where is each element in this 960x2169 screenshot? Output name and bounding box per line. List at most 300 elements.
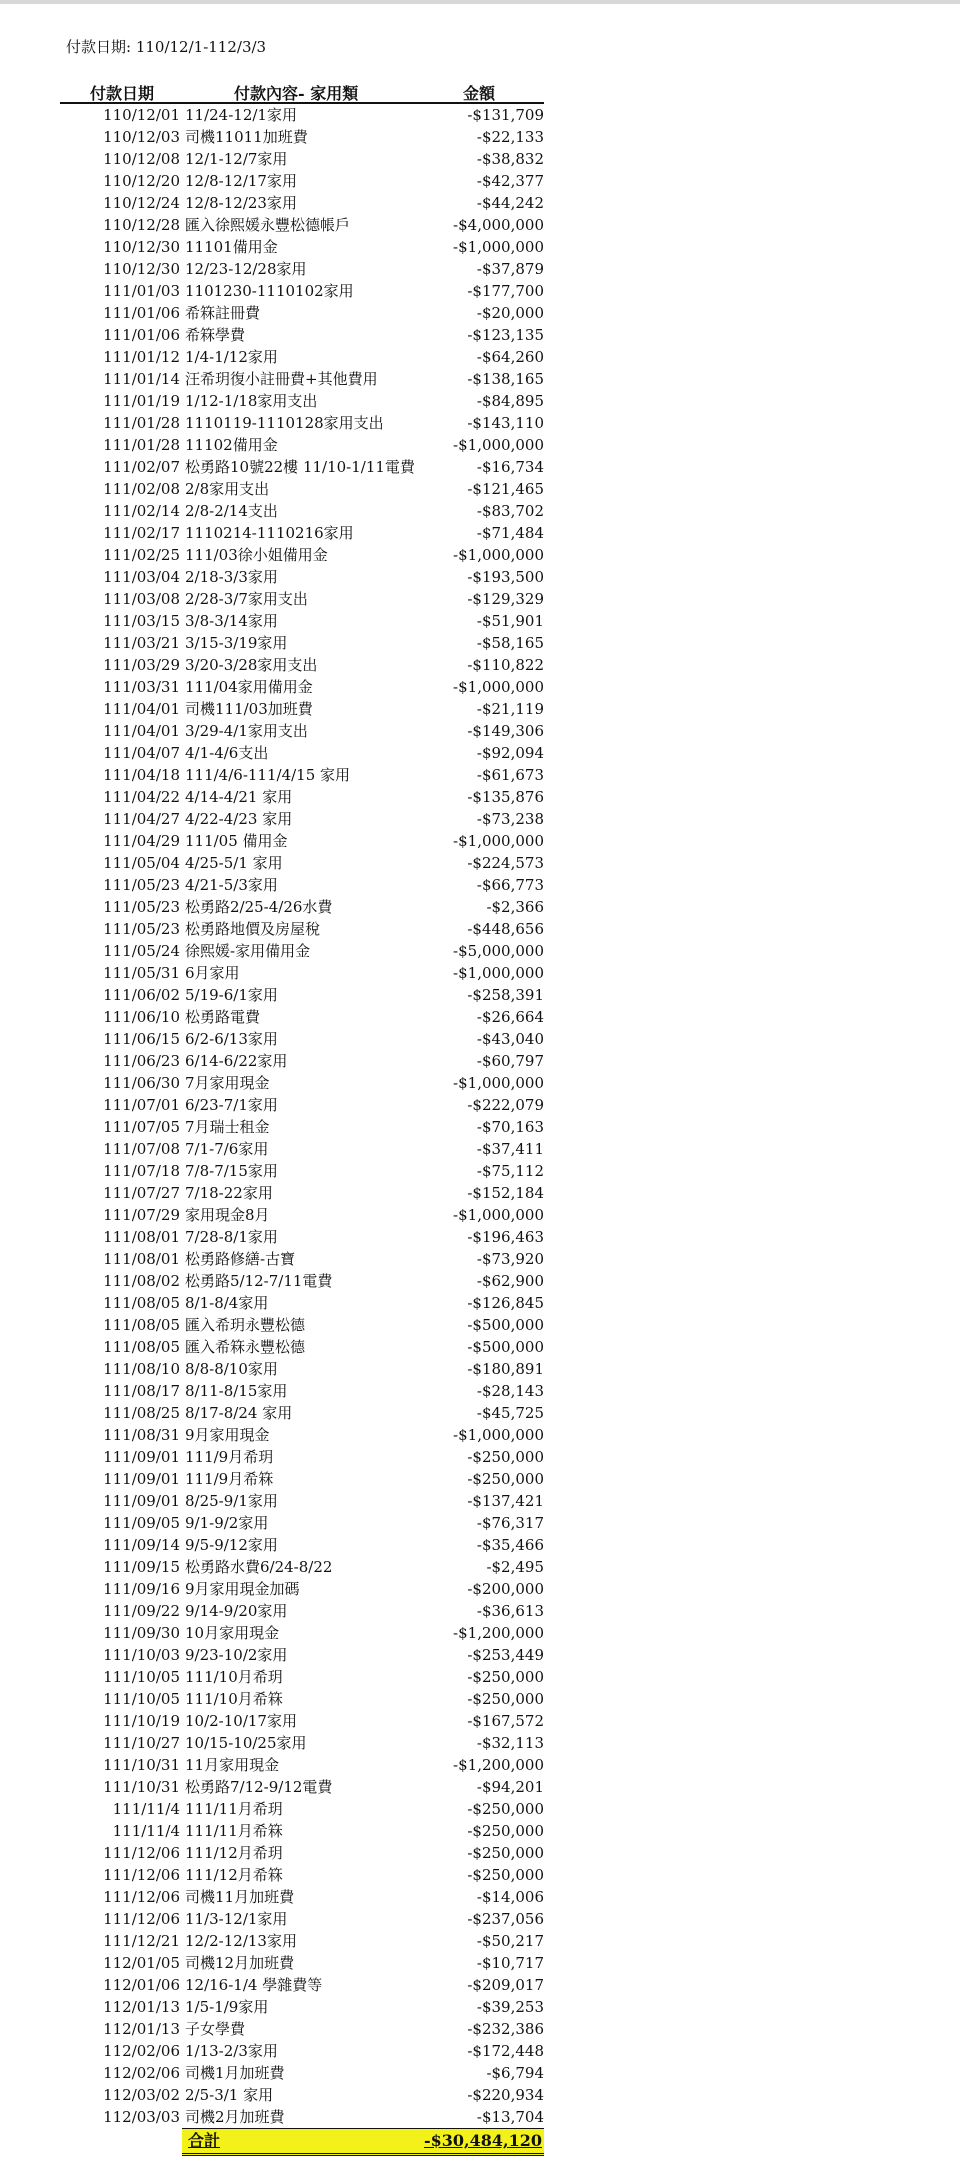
table-row bbox=[60, 1138, 544, 1160]
row-description: 3/29-4/1家用支出 bbox=[185, 722, 308, 740]
table-row bbox=[60, 1776, 544, 1798]
table-row bbox=[60, 962, 544, 984]
row-date: 110/12/01 bbox=[103, 106, 180, 124]
row-date: 111/07/29 bbox=[103, 1206, 180, 1224]
top-edge-bar bbox=[0, 0, 960, 4]
row-date: 111/08/17 bbox=[103, 1382, 180, 1400]
row-description: 3/15-3/19家用 bbox=[185, 634, 288, 652]
row-amount: -$126,845 bbox=[467, 1294, 544, 1312]
row-date: 111/01/19 bbox=[103, 392, 180, 410]
row-date: 111/02/25 bbox=[103, 546, 180, 564]
row-amount: -$500,000 bbox=[467, 1338, 544, 1356]
row-amount: -$1,200,000 bbox=[453, 1756, 544, 1774]
row-amount: -$1,000,000 bbox=[453, 436, 544, 454]
row-date: 111/10/27 bbox=[103, 1734, 180, 1752]
row-amount: -$143,110 bbox=[467, 414, 544, 432]
row-description: 6/14-6/22家用 bbox=[185, 1052, 288, 1070]
row-date: 111/01/06 bbox=[103, 326, 180, 344]
row-amount: -$62,900 bbox=[476, 1272, 544, 1290]
row-date: 111/01/14 bbox=[103, 370, 180, 388]
row-description: 11102備用金 bbox=[185, 436, 278, 454]
row-description: 司機2月加班費 bbox=[185, 2108, 285, 2126]
row-date: 111/03/29 bbox=[103, 656, 180, 674]
table-row bbox=[60, 324, 544, 346]
row-date: 111/08/05 bbox=[103, 1316, 180, 1334]
row-date: 111/09/14 bbox=[103, 1536, 180, 1554]
row-date: 112/03/02 bbox=[103, 2086, 180, 2104]
row-date: 111/05/23 bbox=[103, 898, 180, 916]
row-amount: -$167,572 bbox=[467, 1712, 544, 1730]
row-date: 111/04/01 bbox=[103, 700, 180, 718]
row-date: 111/02/08 bbox=[103, 480, 180, 498]
row-description: 8/17-8/24 家用 bbox=[185, 1404, 293, 1422]
row-date: 111/12/06 bbox=[103, 1888, 180, 1906]
row-description: 111/4/6-111/4/15 家用 bbox=[185, 766, 351, 784]
row-date: 111/02/07 bbox=[103, 458, 180, 476]
row-description: 9/23-10/2家用 bbox=[185, 1646, 288, 1664]
row-amount: -$196,463 bbox=[467, 1228, 544, 1246]
row-description: 7/18-22家用 bbox=[185, 1184, 273, 1202]
row-description: 子女學費 bbox=[185, 2020, 246, 2038]
row-date: 110/12/20 bbox=[103, 172, 180, 190]
total-label: 合計 bbox=[188, 2131, 221, 2150]
row-date: 111/06/10 bbox=[103, 1008, 180, 1026]
row-description: 4/21-5/3家用 bbox=[185, 876, 278, 894]
row-description: 1101230-1110102家用 bbox=[185, 282, 354, 300]
row-date: 111/06/30 bbox=[103, 1074, 180, 1092]
row-date: 111/09/30 bbox=[103, 1624, 180, 1642]
row-description: 10/15-10/25家用 bbox=[185, 1734, 307, 1752]
row-date: 112/02/06 bbox=[103, 2064, 180, 2082]
table-row bbox=[60, 214, 544, 236]
row-amount: -$76,317 bbox=[476, 1514, 544, 1532]
table-row bbox=[60, 1886, 544, 1908]
row-date: 111/08/10 bbox=[103, 1360, 180, 1378]
row-amount: -$1,000,000 bbox=[453, 1074, 544, 1092]
table-row bbox=[60, 588, 544, 610]
row-description: 7/8-7/15家用 bbox=[185, 1162, 278, 1180]
table-row bbox=[60, 984, 544, 1006]
row-description: 希箖學費 bbox=[185, 326, 246, 344]
row-amount: -$135,876 bbox=[467, 788, 544, 806]
row-amount: -$1,000,000 bbox=[453, 1206, 544, 1224]
row-description: 7月瑞士租金 bbox=[185, 1118, 270, 1136]
table-row bbox=[60, 1754, 544, 1776]
row-amount: -$64,260 bbox=[476, 348, 544, 366]
row-description: 2/5-3/1 家用 bbox=[185, 2086, 274, 2104]
row-amount: -$6,794 bbox=[486, 2064, 544, 2082]
row-amount: -$45,725 bbox=[476, 1404, 544, 1422]
row-amount: -$177,700 bbox=[467, 282, 544, 300]
row-amount: -$39,253 bbox=[476, 1998, 544, 2016]
table-row bbox=[60, 720, 544, 742]
table-row bbox=[60, 1578, 544, 1600]
row-date: 111/09/05 bbox=[103, 1514, 180, 1532]
row-description: 家用現金8月 bbox=[185, 1206, 270, 1224]
row-amount: -$1,000,000 bbox=[453, 964, 544, 982]
table-row bbox=[60, 1864, 544, 1886]
row-amount: -$73,238 bbox=[476, 810, 544, 828]
row-date: 110/12/30 bbox=[103, 260, 180, 278]
row-date: 111/10/19 bbox=[103, 1712, 180, 1730]
row-description: 111/10月希玥 bbox=[185, 1668, 283, 1686]
row-date: 111/01/12 bbox=[103, 348, 180, 366]
row-description: 12/23-12/28家用 bbox=[185, 260, 307, 278]
table-row bbox=[60, 786, 544, 808]
row-amount: -$237,056 bbox=[467, 1910, 544, 1928]
row-date: 111/03/15 bbox=[103, 612, 180, 630]
expense-table bbox=[60, 80, 544, 2156]
table-row bbox=[60, 2018, 544, 2040]
table-row bbox=[60, 632, 544, 654]
table-row bbox=[60, 544, 544, 566]
row-date: 111/10/05 bbox=[103, 1668, 180, 1686]
header-payment-date: 付款日期 bbox=[90, 84, 155, 103]
table-row bbox=[60, 456, 544, 478]
row-amount: -$61,673 bbox=[476, 766, 544, 784]
row-description: 12/16-1/4 學雜費等 bbox=[185, 1976, 323, 1994]
row-date: 111/02/14 bbox=[103, 502, 180, 520]
table-row bbox=[60, 1094, 544, 1116]
table-row bbox=[60, 2084, 544, 2106]
row-amount: -$250,000 bbox=[467, 1822, 544, 1840]
table-row bbox=[60, 698, 544, 720]
table-row bbox=[60, 1050, 544, 1072]
row-amount: -$38,832 bbox=[476, 150, 544, 168]
row-date: 111/07/27 bbox=[103, 1184, 180, 1202]
row-date: 111/05/24 bbox=[103, 942, 180, 960]
row-date: 111/08/01 bbox=[103, 1228, 180, 1246]
row-date: 111/08/05 bbox=[103, 1294, 180, 1312]
row-description: 6/23-7/1家用 bbox=[185, 1096, 278, 1114]
row-amount: -$149,306 bbox=[467, 722, 544, 740]
row-date: 111/05/31 bbox=[103, 964, 180, 982]
row-amount: -$22,133 bbox=[476, 128, 544, 146]
row-description: 1/5-1/9家用 bbox=[185, 1998, 269, 2016]
row-date: 111/07/05 bbox=[103, 1118, 180, 1136]
row-amount: -$14,006 bbox=[476, 1888, 544, 1906]
table-row bbox=[60, 1160, 544, 1182]
row-date: 111/02/17 bbox=[103, 524, 180, 542]
row-amount: -$83,702 bbox=[476, 502, 544, 520]
table-row bbox=[60, 1314, 544, 1336]
table-row bbox=[60, 522, 544, 544]
row-amount: -$222,079 bbox=[467, 1096, 544, 1114]
row-date: 110/12/08 bbox=[103, 150, 180, 168]
row-description: 4/1-4/6支出 bbox=[185, 744, 269, 762]
row-amount: -$123,135 bbox=[467, 326, 544, 344]
row-description: 111/9月希箖 bbox=[185, 1470, 274, 1488]
row-amount: -$138,165 bbox=[467, 370, 544, 388]
row-amount: -$152,184 bbox=[467, 1184, 544, 1202]
table-row bbox=[60, 302, 544, 324]
table-row bbox=[60, 500, 544, 522]
row-description: 4/14-4/21 家用 bbox=[185, 788, 293, 806]
row-amount: -$60,797 bbox=[476, 1052, 544, 1070]
row-description: 11/24-12/1家用 bbox=[185, 106, 297, 124]
row-description: 松勇路水費6/24-8/22 bbox=[185, 1558, 333, 1576]
row-date: 111/05/04 bbox=[103, 854, 180, 872]
row-amount: -$10,717 bbox=[476, 1954, 544, 1972]
row-date: 110/12/28 bbox=[103, 216, 180, 234]
header-payment-description: 付款內容- 家用類 bbox=[234, 84, 359, 103]
row-date: 111/06/23 bbox=[103, 1052, 180, 1070]
table-row bbox=[60, 478, 544, 500]
row-date: 111/05/23 bbox=[103, 920, 180, 938]
row-amount: -$66,773 bbox=[476, 876, 544, 894]
row-description: 9/14-9/20家用 bbox=[185, 1602, 288, 1620]
table-row bbox=[60, 346, 544, 368]
row-amount: -$73,920 bbox=[476, 1250, 544, 1268]
table-row bbox=[60, 1468, 544, 1490]
row-amount: -$250,000 bbox=[467, 1470, 544, 1488]
row-date: 111/03/31 bbox=[103, 678, 180, 696]
table-row bbox=[60, 1798, 544, 1820]
row-amount: -$94,201 bbox=[476, 1778, 544, 1796]
table-row bbox=[60, 1732, 544, 1754]
table-row bbox=[60, 918, 544, 940]
header-amount: 金額 bbox=[463, 84, 496, 103]
row-amount: -$70,163 bbox=[476, 1118, 544, 1136]
table-row bbox=[60, 1952, 544, 1974]
row-date: 111/03/08 bbox=[103, 590, 180, 608]
row-amount: -$253,449 bbox=[467, 1646, 544, 1664]
row-description: 7/1-7/6家用 bbox=[185, 1140, 269, 1158]
row-date: 111/03/04 bbox=[103, 568, 180, 586]
row-amount: -$1,000,000 bbox=[453, 1426, 544, 1444]
row-date: 111/04/22 bbox=[103, 788, 180, 806]
table-row bbox=[60, 1622, 544, 1644]
table-row bbox=[60, 412, 544, 434]
row-description: 1/12-1/18家用支出 bbox=[185, 392, 318, 410]
row-amount: -$4,000,000 bbox=[453, 216, 544, 234]
row-date: 111/04/01 bbox=[103, 722, 180, 740]
table-row bbox=[60, 126, 544, 148]
row-date: 111/09/01 bbox=[103, 1448, 180, 1466]
row-date: 111/11/4 bbox=[112, 1800, 180, 1818]
row-description: 2/8家用支出 bbox=[185, 480, 270, 498]
row-description: 9/5-9/12家用 bbox=[185, 1536, 278, 1554]
row-amount: -$250,000 bbox=[467, 1690, 544, 1708]
table-row bbox=[60, 1908, 544, 1930]
table-row bbox=[60, 1006, 544, 1028]
row-amount: -$37,879 bbox=[476, 260, 544, 278]
row-description: 4/25-5/1 家用 bbox=[185, 854, 283, 872]
payment-date-range: 付款日期: 110/12/1-112/3/3 bbox=[66, 38, 267, 56]
row-date: 111/01/06 bbox=[103, 304, 180, 322]
row-amount: -$250,000 bbox=[467, 1844, 544, 1862]
row-description: 10/2-10/17家用 bbox=[185, 1712, 297, 1730]
table-row bbox=[60, 940, 544, 962]
table-row bbox=[60, 1512, 544, 1534]
row-description: 松勇路修繕-古寶 bbox=[185, 1250, 296, 1268]
row-amount: -$13,704 bbox=[476, 2108, 544, 2126]
table-row bbox=[60, 566, 544, 588]
table-row bbox=[60, 258, 544, 280]
row-description: 司機12月加班費 bbox=[185, 1954, 295, 1972]
row-description: 匯入徐熙媛永豐松德帳戶 bbox=[185, 216, 351, 234]
row-description: 9月家用現金加碼 bbox=[185, 1580, 300, 1598]
table-row bbox=[60, 1996, 544, 2018]
row-description: 111/11月希箖 bbox=[185, 1822, 283, 1840]
table-row bbox=[60, 1600, 544, 1622]
row-description: 松勇路2/25-4/26水費 bbox=[185, 898, 333, 916]
row-amount: -$20,000 bbox=[476, 304, 544, 322]
table-row bbox=[60, 1710, 544, 1732]
table-row bbox=[60, 654, 544, 676]
total-amount: -$30,484,120 bbox=[424, 2131, 542, 2150]
row-description: 7月家用現金 bbox=[185, 1074, 270, 1092]
row-date: 111/10/31 bbox=[103, 1778, 180, 1796]
table-row bbox=[60, 1204, 544, 1226]
row-description: 12/8-12/17家用 bbox=[185, 172, 297, 190]
table-row bbox=[60, 2040, 544, 2062]
row-amount: -$129,329 bbox=[467, 590, 544, 608]
row-amount: -$16,734 bbox=[476, 458, 544, 476]
row-date: 111/08/02 bbox=[103, 1272, 180, 1290]
row-description: 1110119-1110128家用支出 bbox=[185, 414, 384, 432]
row-date: 112/01/13 bbox=[103, 1998, 180, 2016]
table-row bbox=[60, 610, 544, 632]
row-date: 111/09/16 bbox=[103, 1580, 180, 1598]
table-row bbox=[60, 170, 544, 192]
row-amount: -$28,143 bbox=[476, 1382, 544, 1400]
table-body bbox=[60, 104, 544, 2128]
row-date: 110/12/30 bbox=[103, 238, 180, 256]
table-row bbox=[60, 280, 544, 302]
row-date: 111/10/03 bbox=[103, 1646, 180, 1664]
row-date: 111/12/06 bbox=[103, 1844, 180, 1862]
row-date: 112/01/13 bbox=[103, 2020, 180, 2038]
row-date: 111/08/05 bbox=[103, 1338, 180, 1356]
table-row bbox=[60, 148, 544, 170]
row-description: 12/1-12/7家用 bbox=[185, 150, 288, 168]
row-amount: -$250,000 bbox=[467, 1448, 544, 1466]
table-row bbox=[60, 808, 544, 830]
row-amount: -$32,113 bbox=[476, 1734, 544, 1752]
row-date: 111/09/22 bbox=[103, 1602, 180, 1620]
row-description: 12/2-12/13家用 bbox=[185, 1932, 297, 1950]
row-description: 司機1月加班費 bbox=[185, 2064, 285, 2082]
table-row bbox=[60, 1116, 544, 1138]
row-date: 112/01/06 bbox=[103, 1976, 180, 1994]
row-amount: -$21,119 bbox=[476, 700, 544, 718]
row-description: 1110214-1110216家用 bbox=[185, 524, 354, 542]
row-description: 111/04家用備用金 bbox=[185, 678, 313, 696]
row-description: 松勇路地價及房屋稅 bbox=[185, 920, 321, 938]
row-date: 111/10/05 bbox=[103, 1690, 180, 1708]
row-description: 2/18-3/3家用 bbox=[185, 568, 278, 586]
table-row bbox=[60, 1270, 544, 1292]
row-description: 松勇路5/12-7/11電費 bbox=[185, 1272, 333, 1290]
row-date: 111/09/01 bbox=[103, 1492, 180, 1510]
row-amount: -$448,656 bbox=[467, 920, 544, 938]
row-amount: -$232,386 bbox=[467, 2020, 544, 2038]
row-amount: -$131,709 bbox=[467, 106, 544, 124]
row-description: 9/1-9/2家用 bbox=[185, 1514, 269, 1532]
row-amount: -$250,000 bbox=[467, 1866, 544, 1884]
row-amount: -$258,391 bbox=[467, 986, 544, 1004]
row-amount: -$92,094 bbox=[476, 744, 544, 762]
total-row bbox=[182, 2128, 544, 2156]
row-date: 111/04/07 bbox=[103, 744, 180, 762]
table-row bbox=[60, 1380, 544, 1402]
row-description: 1/13-2/3家用 bbox=[185, 2042, 278, 2060]
row-date: 111/07/18 bbox=[103, 1162, 180, 1180]
row-amount: -$250,000 bbox=[467, 1668, 544, 1686]
table-row bbox=[60, 1644, 544, 1666]
table-row bbox=[60, 1336, 544, 1358]
row-description: 松勇路10號22樓 11/10-1/11電費 bbox=[185, 458, 415, 476]
row-amount: -$224,573 bbox=[467, 854, 544, 872]
row-description: 111/12月希箖 bbox=[185, 1866, 283, 1884]
row-description: 8/1-8/4家用 bbox=[185, 1294, 269, 1312]
table-row bbox=[60, 1358, 544, 1380]
row-description: 8/25-9/1家用 bbox=[185, 1492, 278, 1510]
row-date: 110/12/03 bbox=[103, 128, 180, 146]
table-row bbox=[60, 1028, 544, 1050]
row-amount: -$84,895 bbox=[476, 392, 544, 410]
row-date: 112/03/03 bbox=[103, 2108, 180, 2126]
row-date: 110/12/24 bbox=[103, 194, 180, 212]
table-row bbox=[60, 192, 544, 214]
row-date: 111/12/06 bbox=[103, 1866, 180, 1884]
row-description: 3/8-3/14家用 bbox=[185, 612, 278, 630]
row-date: 111/07/01 bbox=[103, 1096, 180, 1114]
row-amount: -$36,613 bbox=[476, 1602, 544, 1620]
row-date: 111/01/28 bbox=[103, 414, 180, 432]
row-amount: -$110,822 bbox=[467, 656, 544, 674]
table-row bbox=[60, 1556, 544, 1578]
row-date: 111/01/28 bbox=[103, 436, 180, 454]
row-amount: -$180,891 bbox=[467, 1360, 544, 1378]
row-description: 松勇路電費 bbox=[185, 1008, 261, 1026]
table-row bbox=[60, 2062, 544, 2084]
table-row bbox=[60, 1688, 544, 1710]
row-date: 111/06/02 bbox=[103, 986, 180, 1004]
table-row bbox=[60, 1248, 544, 1270]
table-row bbox=[60, 1930, 544, 1952]
row-description: 5/19-6/1家用 bbox=[185, 986, 278, 1004]
table-row bbox=[60, 676, 544, 698]
row-description: 111/12月希玥 bbox=[185, 1844, 283, 1862]
row-date: 111/08/01 bbox=[103, 1250, 180, 1268]
row-description: 匯入希玥永豐松德 bbox=[185, 1316, 306, 1334]
row-amount: -$172,448 bbox=[467, 2042, 544, 2060]
table-row bbox=[60, 236, 544, 258]
row-amount: -$37,411 bbox=[476, 1140, 544, 1158]
table-row bbox=[60, 104, 544, 126]
row-description: 2/8-2/14支出 bbox=[185, 502, 278, 520]
table-row bbox=[60, 1534, 544, 1556]
row-amount: -$220,934 bbox=[467, 2086, 544, 2104]
table-row bbox=[60, 1842, 544, 1864]
table-row bbox=[60, 764, 544, 786]
table-row bbox=[60, 1292, 544, 1314]
table-row bbox=[60, 390, 544, 412]
row-date: 111/08/31 bbox=[103, 1426, 180, 1444]
row-date: 111/12/21 bbox=[103, 1932, 180, 1950]
row-amount: -$2,366 bbox=[486, 898, 544, 916]
row-amount: -$1,000,000 bbox=[453, 238, 544, 256]
table-row bbox=[60, 1182, 544, 1204]
row-date: 112/01/05 bbox=[103, 1954, 180, 1972]
table-row bbox=[60, 742, 544, 764]
row-description: 111/11月希玥 bbox=[185, 1800, 283, 1818]
row-amount: -$58,165 bbox=[476, 634, 544, 652]
row-description: 9月家用現金 bbox=[185, 1426, 270, 1444]
row-amount: -$193,500 bbox=[467, 568, 544, 586]
